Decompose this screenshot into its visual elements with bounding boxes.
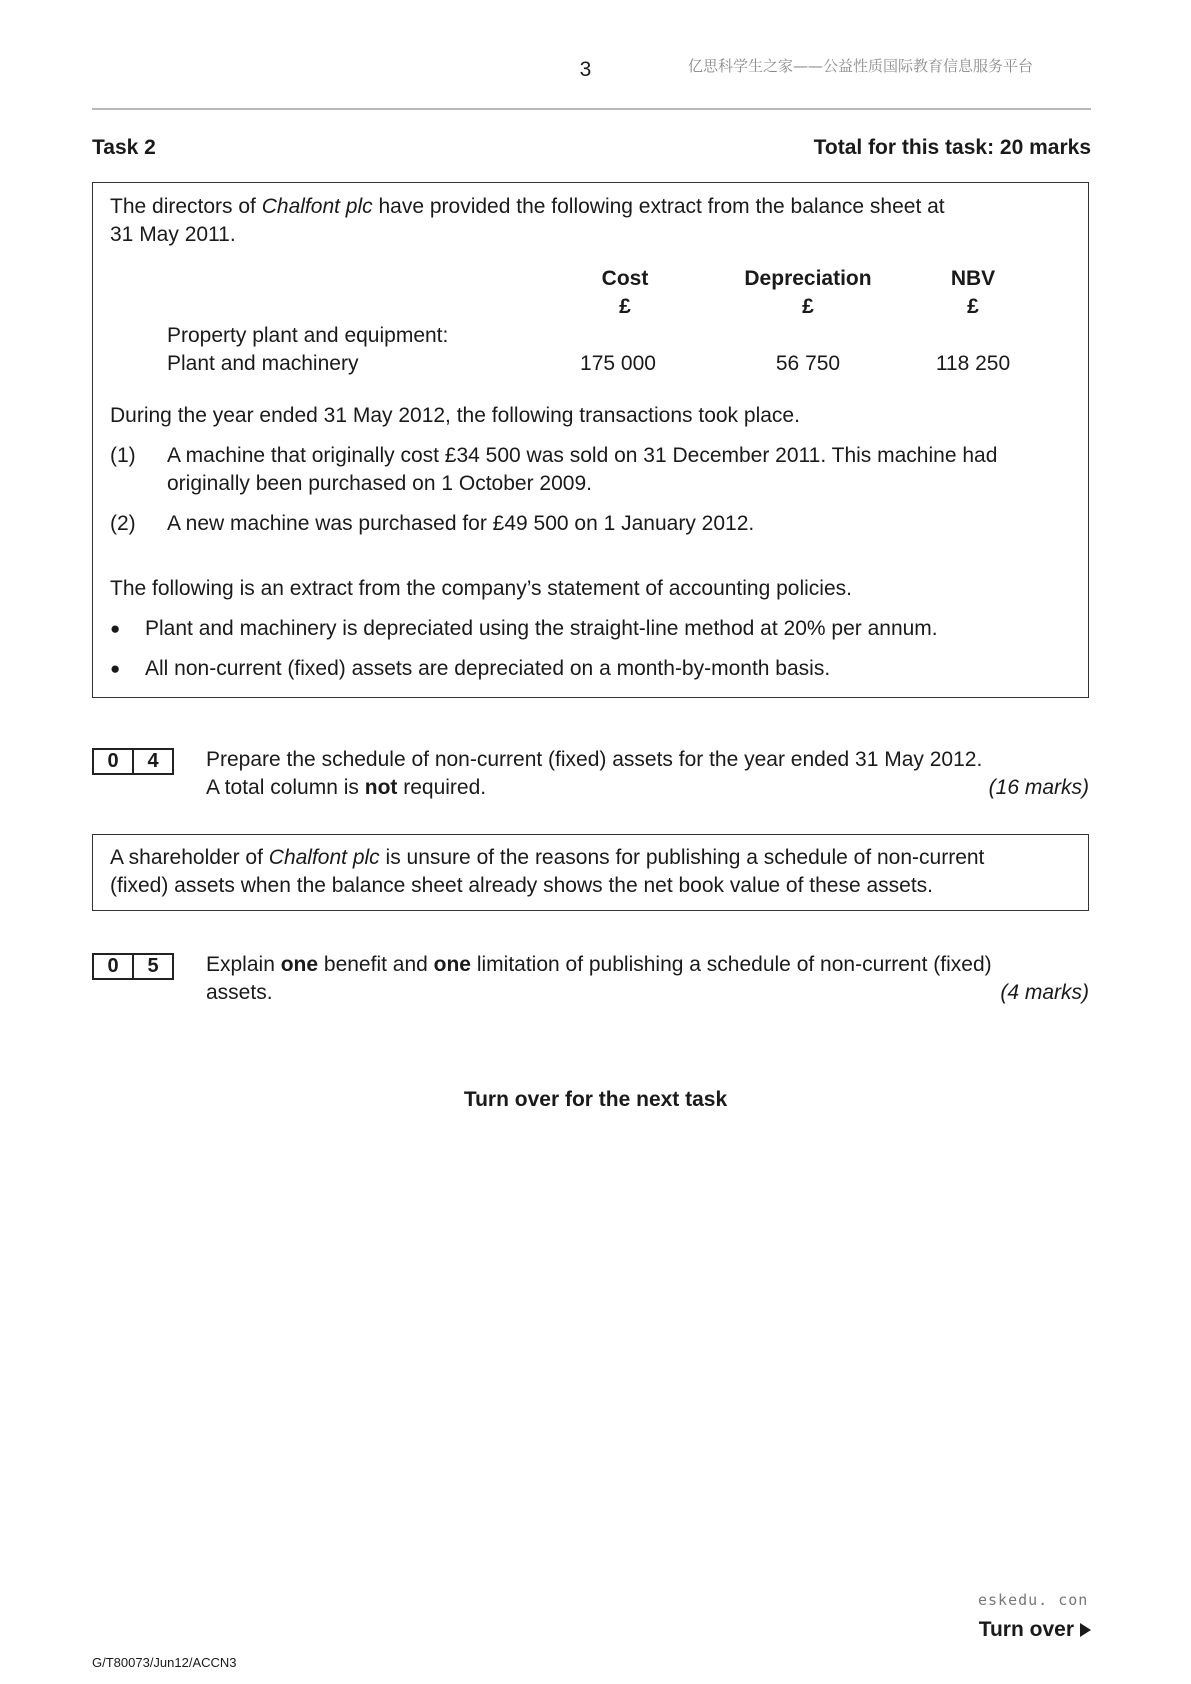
- question-05-line-2: assets.: [206, 981, 273, 1004]
- company-name: Chalfont plc: [261, 195, 373, 218]
- col-header-depreciation: Depreciation: [744, 267, 872, 290]
- shareholder-text: A shareholder of: [110, 846, 269, 869]
- intro-line-2: 31 May 2011.: [110, 223, 236, 246]
- intro-line-1: [110, 193, 945, 221]
- intro-text-end: have provided the following extract from the balance sheet at: [372, 195, 945, 218]
- turn-over-label: [979, 1618, 1091, 1642]
- header-watermark: 亿思科学生之家——公益性质国际教育信息服务平台: [688, 57, 1034, 75]
- task-title: Task 2: [92, 136, 156, 159]
- col-unit-cost: £: [619, 295, 631, 318]
- context-box: [92, 182, 1089, 698]
- table-row-label: Plant and machinery: [167, 352, 359, 375]
- transaction-2-line-1: A new machine was purchased for £49 500 on 1 January 2012.: [167, 512, 755, 535]
- transactions-intro: During the year ended 31 May 2012, the following transactions took place.: [110, 404, 800, 427]
- question-04-line-2: [206, 774, 486, 802]
- value-nbv: 118 250: [935, 352, 1011, 375]
- transaction-2-number: (2): [110, 512, 136, 535]
- bullet-icon: ●: [110, 659, 121, 678]
- table-category: Property plant and equipment:: [167, 324, 449, 347]
- question-04-text: A total column is: [206, 776, 365, 799]
- bullet-icon: ●: [110, 619, 121, 638]
- intro-text: The directors of: [110, 195, 262, 218]
- emphasis-one: one: [280, 953, 319, 976]
- emphasis-not: not: [364, 776, 398, 799]
- question-05-marks: (4 marks): [1000, 981, 1089, 1004]
- col-header-cost: Cost: [601, 267, 649, 290]
- value-cost: 175 000: [580, 352, 656, 375]
- transaction-1-number: (1): [110, 444, 136, 467]
- shareholder-text-end: is unsure of the reasons for publishing a schedule of non-current: [379, 846, 985, 869]
- question-05-text: benefit and: [318, 953, 434, 976]
- turn-over-next-task: Turn over for the next task: [463, 1088, 728, 1111]
- question-number-04: [92, 748, 174, 775]
- shareholder-line-2: (fixed) assets when the balance sheet already shows the net book value of these assets.: [110, 874, 933, 897]
- policies-intro: The following is an extract from the company’s statement of accounting policies.: [110, 577, 852, 600]
- task-total-marks: Total for this task: 20 marks: [813, 136, 1091, 159]
- question-05-text-end: limitation of publishing a schedule of non-current (fixed): [471, 953, 992, 976]
- emphasis-one: one: [433, 953, 471, 976]
- col-unit-nbv: £: [967, 295, 979, 318]
- question-digit: 0: [94, 750, 134, 773]
- header-divider: [92, 108, 1091, 110]
- transaction-1-line-2: originally been purchased on 1 October 2009.: [167, 472, 592, 495]
- col-unit-depreciation: £: [802, 295, 814, 318]
- value-depreciation: 56 750: [775, 352, 841, 375]
- company-name: Chalfont plc: [268, 846, 380, 869]
- question-05-text: Explain: [206, 953, 281, 976]
- question-04-marks: (16 marks): [988, 776, 1089, 799]
- footer-watermark: eskedu. con: [978, 1591, 1089, 1609]
- page-number: 3: [579, 58, 592, 81]
- question-digit: 4: [147, 750, 159, 772]
- question-digit: 5: [147, 955, 159, 977]
- question-04-text-end: required.: [397, 776, 487, 799]
- turn-over-text: Turn over: [978, 1618, 1074, 1641]
- play-arrow-icon: [1080, 1623, 1091, 1637]
- col-header-nbv: NBV: [950, 267, 996, 290]
- policy-item-2: All non-current (fixed) assets are depreciated on a month-by-month basis.: [145, 657, 831, 680]
- question-04-line-1: Prepare the schedule of non-current (fixed) assets for the year ended 31 May 2012.: [206, 748, 983, 771]
- shareholder-box: [92, 834, 1089, 911]
- paper-code: G/T80073/Jun12/ACCN3: [92, 1655, 237, 1670]
- question-number-05: [92, 953, 174, 980]
- shareholder-line-1: [110, 844, 984, 872]
- question-05-line-1: [206, 951, 992, 979]
- transaction-1-line-1: A machine that originally cost £34 500 was sold on 31 December 2011. This machine had: [167, 444, 998, 467]
- question-digit: 0: [94, 955, 134, 978]
- policy-item-1: Plant and machinery is depreciated using the straight-line method at 20% per annum.: [145, 617, 938, 640]
